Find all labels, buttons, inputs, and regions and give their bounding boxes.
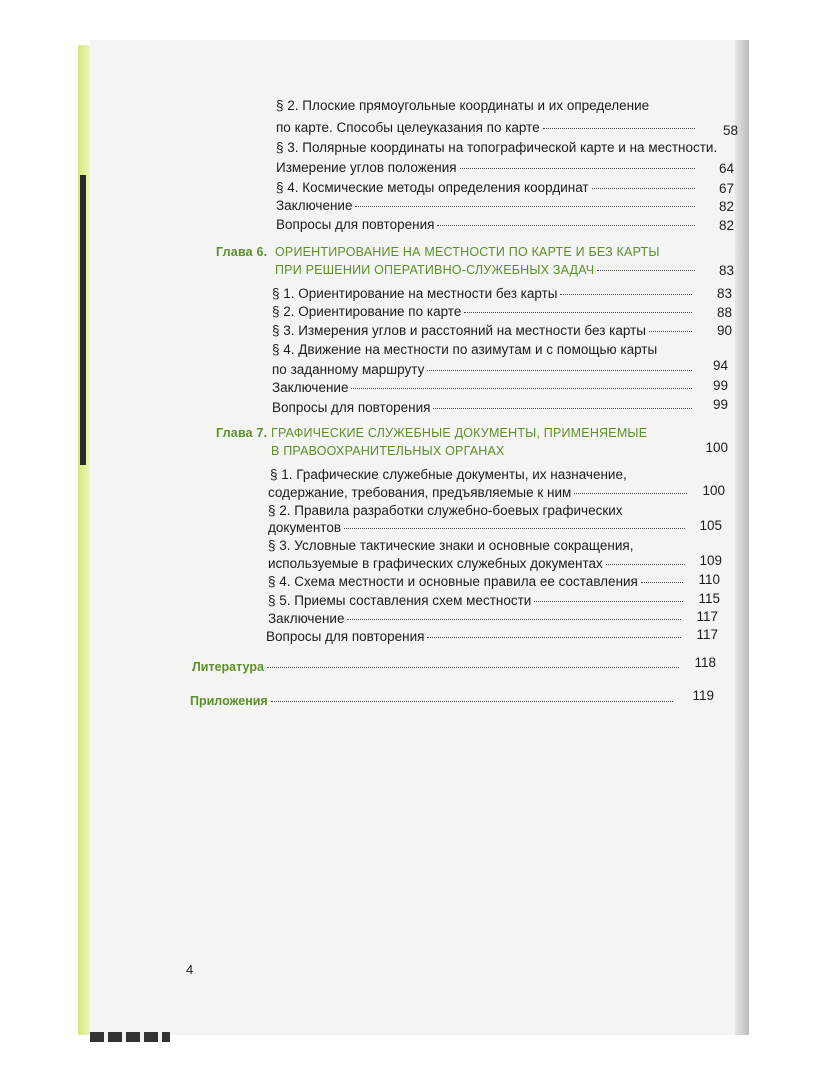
dot-leader [460, 168, 695, 169]
toc-page-7-5: 115 [698, 591, 720, 606]
chapter-6-page: 83 [718, 263, 734, 278]
dot-leader [355, 206, 695, 207]
dot-leader [649, 331, 692, 332]
toc-page-6-questions: 99 [712, 397, 728, 412]
toc-page-7-2: 105 [699, 518, 722, 533]
chapter-7-title-line2: В ПРАВООХРАНИТЕЛЬНЫХ ОРГАНАХ [271, 444, 505, 458]
toc-entry-6-4-line2: по заданному маршруту [272, 362, 695, 377]
dot-leader [574, 493, 687, 494]
toc-entry-appendices: Приложения [190, 694, 676, 708]
toc-page-6-conclusion: 99 [712, 378, 728, 393]
page-shadow [735, 40, 749, 1035]
toc-page-6-3: 90 [716, 323, 732, 338]
toc-entry-7-1-line1: § 1. Графические служебные документы, их назначение, [270, 467, 627, 482]
dot-leader [641, 582, 683, 583]
chapter-6-title-line1: ОРИЕНТИРОВАНИЕ НА МЕСТНОСТИ ПО КАРТЕ И БЕЗ КАРТЫ [275, 245, 660, 259]
cover-edge-dark-band [80, 175, 86, 465]
dot-leader [437, 225, 695, 226]
toc-page-7-4: 110 [698, 572, 720, 587]
dot-leader [592, 188, 695, 189]
toc-page-7-3: 109 [699, 553, 722, 568]
dot-leader [347, 619, 681, 620]
toc-entry-5-questions: Вопросы для повторения [276, 217, 698, 232]
toc-entry-7-1-line2: содержание, требования, предъявляемые к ним [268, 485, 690, 500]
chapter-6-heading [216, 245, 267, 259]
dot-leader [344, 528, 685, 529]
toc-page-7-questions: 117 [696, 627, 718, 642]
toc-entry-5-3-line1: § 3. Полярные координаты на топографической карте и на местности. [276, 140, 718, 155]
toc-page-6-4: 94 [712, 358, 728, 373]
dot-leader [464, 312, 692, 313]
toc-entry-7-2-line1: § 2. Правила разработки служебно-боевых графических [268, 503, 623, 518]
toc-entry-7-questions: Вопросы для повторения [266, 629, 684, 644]
toc-entry-6-1: § 1. Ориентирование на местности без карты [272, 286, 695, 301]
chapter-7-heading [216, 426, 267, 440]
chapter-7-title-line1: ГРАФИЧЕСКИЕ СЛУЖЕБНЫЕ ДОКУМЕНТЫ, ПРИМЕНЯЕМЫЕ [271, 426, 648, 440]
toc-page-7-conclusion: 117 [696, 609, 718, 624]
toc-entry-6-4-line1: § 4. Движение на местности по азимутам и с помощью карты [272, 342, 658, 357]
toc-page-7-1: 100 [702, 483, 725, 498]
toc-entry-5-2-line1: § 2. Плоские прямоугольные координаты и их определение [276, 98, 650, 113]
toc-entry-5-4: § 4. Космические методы определения координат [276, 180, 698, 195]
dot-leader [597, 270, 695, 271]
chapter-7-page: 100 [705, 440, 728, 455]
toc-entry-6-conclusion: Заключение [272, 380, 695, 395]
toc-entry-5-3-line2: Измерение углов положения [276, 160, 698, 175]
toc-entry-5-conclusion: Заключение [276, 198, 698, 213]
dot-leader [534, 601, 683, 602]
toc-page-6-1: 83 [716, 286, 732, 301]
dot-leader [560, 294, 692, 295]
toc-entry-5-2-line2: по карте. Способы целеуказания по карте [276, 120, 698, 135]
dot-leader [351, 388, 692, 389]
dot-leader [433, 408, 692, 409]
toc-entry-7-4: § 4. Схема местности и основные правила ее составления [268, 574, 686, 589]
toc-entry-6-questions: Вопросы для повторения [272, 400, 695, 415]
chapter-6-title-line2: ПРИ РЕШЕНИИ ОПЕРАТИВНО-СЛУЖЕБНЫХ ЗАДАЧ [275, 263, 698, 277]
toc-entry-7-2-line2: документов [268, 520, 688, 535]
toc-entry-7-conclusion: Заключение [268, 611, 684, 626]
dot-leader [267, 667, 679, 668]
dot-leader [543, 128, 695, 129]
dot-leader [606, 564, 685, 565]
chapter-6-label: Глава 6. [216, 245, 268, 259]
dot-leader [427, 370, 692, 371]
toc-page-5-4: 67 [718, 181, 734, 196]
toc-page-5-conclusion: 82 [718, 199, 734, 214]
toc-entry-7-3-line1: § 3. Условные тактические знаки и основные сокращения, [268, 538, 634, 553]
toc-entry-7-5: § 5. Приемы составления схем местности [268, 593, 686, 608]
toc-entry-literature: Литература [192, 660, 682, 674]
dot-leader [427, 637, 681, 638]
toc-page-literature: 118 [694, 655, 716, 670]
toc-entry-6-3: § 3. Измерения углов и расстояний на местности без карты [272, 323, 695, 338]
bottom-marks [90, 1032, 170, 1042]
chapter-7-label: Глава 7. [216, 426, 268, 440]
toc-page-5-questions: 82 [718, 218, 734, 233]
toc-page-6-2: 88 [716, 305, 732, 320]
toc-page-5-2: 58 [722, 123, 738, 138]
toc-entry-6-2: § 2. Ориентирование по карте [272, 304, 695, 319]
toc-entry-7-3-line2: используемые в графических служебных документах [268, 556, 688, 571]
toc-page-appendices: 119 [692, 688, 714, 703]
toc-page-5-3: 64 [718, 161, 734, 176]
page-number: 4 [186, 962, 194, 977]
dot-leader [271, 701, 673, 702]
